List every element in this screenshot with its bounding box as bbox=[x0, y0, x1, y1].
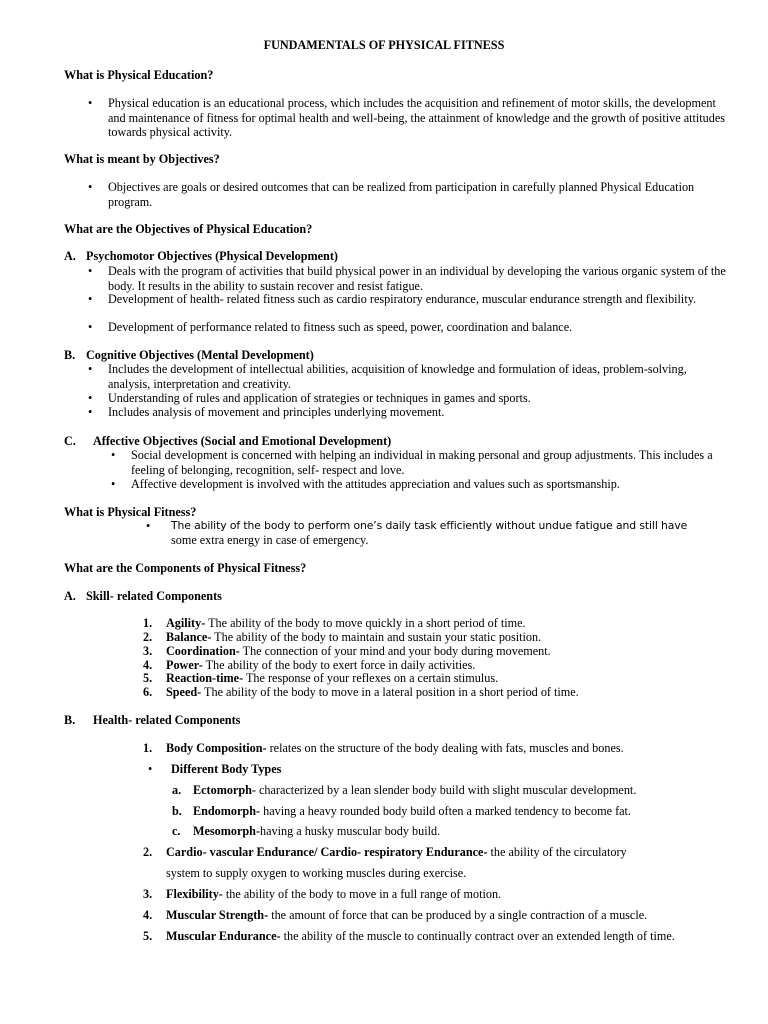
list-item: • Social development is concerned with helping an individual in making personal and group adjustments. This includes a feeling of belonging, recognition, self- respect and love. bbox=[111, 448, 713, 477]
section-cognitive: B. Cognitive Objectives (Mental Development) bbox=[64, 348, 314, 362]
list-item: • Physical education is an educational process, which includes the acquisition and refinement of motor skills, the development and maintenance of fitness for optimal health and well-being, the attainment of knowledge and the growth of positive attitudes towards physical activity. bbox=[88, 96, 725, 139]
bullet-icon: • bbox=[111, 448, 116, 462]
document-page: FUNDAMENTALS OF PHYSICAL FITNESS What is Physical Education? • Physical education is an educational process, which includes the acquisition and refinement of motor skills, the development and maintenance of fitness for optimal health and well-being, the attainment of knowledge and the growth of positive attitudes towards physical activity. What is meant by Objectives? • Objectives are goals or desired outcomes that can be realized from participation in carefully planned Physical Education program. What are the Objectives of Physical Education? A. Psychomotor Objectives (Physical Development) • Deals with the program of activities that build physical power in an individual by developing the various organic system of the body. It results in the ability to sustain recover and resist fatigue. • Development of health- related fitness such as cardio respiratory endurance, muscular endurance strength and flexibility. • Development of performance related to fitness such as speed, power, coordination and balance. B. Cognitive Objectives (Mental Development) • Includes the development of intellectual abilities, acquisition of knowledge and formulation of ideas, problem-solving, analysis, interpretation and creativity. • Understanding of rules and application of strategies or techniques in games and sports. • Includes analysis of movement and principles underlying movement. C. Affective Objectives (Social and Emotional Development) • Social development is concerned with helping an individual in making personal and group adjustments. This includes a feeling of belonging, recognition, self- respect and love. • Affective development is involved with the attitudes appreciation and values such as sportsmanship. What is Physical Fitness? • The ability of the body to perform one’s daily task efficiently without undue fatigue and still have some extra energy in case of emergency. What are the Components of Physical Fitness? A. Skill- related Components 1. Agility- The ability of the body to move quickly in a short period of time. 2. Balance- The ability of the body to maintain and sustain your static position. 3. Coordination- The connection of your mind and your body during movement. 4. Power- The ability of the body to exert force in daily activities. 5. Reaction-time- The response of your reflexes on a certain stimulus. 6. Speed- The ability of the body to move in a lateral position in a short period of time. B. Health- related Components 1. Body Composition- relates on the structure of the body dealing with fats, muscles and bones. • Different Body Types a. Ectomorph- characterized by a lean slender body build with slight muscular development. b. Endomorph- having a heavy rounded body build often a marked tendency to become fat. c. Mesomorph-having a husky muscular body build. 2. Cardio- vascular Endurance/ Cardio- respiratory Endurance- the ability of the circulatory system to supply oxygen to working muscles during exercise. 3. Flexibility- the ability of the body to move in a full range of motion. 4. Muscular Strength- the amount of force that can be produced by a single contraction of a muscle. 5. Muscular Endurance- the ability of the muscle to continually contract over an extended length of time. bbox=[0, 0, 768, 1024]
heading-objectives: What is meant by Objectives? bbox=[64, 152, 220, 166]
list-item: • Deals with the program of activities that build physical power in an individual by developing the various organic system of the body. It results in the ability to sustain recover and resist fatigue. bbox=[88, 264, 726, 293]
bullet-icon: • bbox=[88, 405, 93, 419]
list-item: • Includes analysis of movement and principles underlying movement. bbox=[88, 405, 445, 419]
bullet-icon: • bbox=[111, 477, 116, 491]
bullet-icon: • bbox=[88, 180, 93, 194]
section-psychomotor: A. Psychomotor Objectives (Physical Development) bbox=[64, 249, 338, 263]
bullet-icon: • bbox=[148, 762, 153, 776]
bullet-icon: • bbox=[88, 264, 93, 278]
list-item: • Development of performance related to fitness such as speed, power, coordination and balance. bbox=[88, 320, 573, 334]
bullet-icon: • bbox=[88, 320, 93, 334]
heading-components: What are the Components of Physical Fitness? bbox=[64, 561, 307, 575]
page-title: FUNDAMENTALS OF PHYSICAL FITNESS bbox=[263, 38, 505, 52]
body-types-heading: Different Body Types bbox=[171, 762, 282, 776]
bullet-icon: • bbox=[88, 96, 93, 110]
heading-objectives-of-pe: What are the Objectives of Physical Education? bbox=[64, 222, 313, 236]
list-item: • Objectives are goals or desired outcomes that can be realized from participation in carefully planned Physical Education program. bbox=[88, 180, 695, 209]
definition-line: some extra energy in case of emergency. bbox=[171, 533, 369, 547]
list-item: • Includes the development of intellectual abilities, acquisition of knowledge and formulation of ideas, problem-solving, analysis, interpretation and creativity. bbox=[88, 362, 687, 391]
heading-physical-fitness: What is Physical Fitness? bbox=[64, 505, 197, 519]
list-item-continuation: system to supply oxygen to working muscles during exercise. bbox=[166, 866, 467, 880]
section-health-related: B. Health- related Components bbox=[64, 713, 241, 727]
section-skill-related: A. Skill- related Components bbox=[64, 589, 222, 603]
bullet-icon: • bbox=[88, 362, 93, 376]
list-item: • Development of health- related fitness such as cardio respiratory endurance, muscular endurance strength and flexibility. bbox=[88, 292, 697, 306]
definition-line: The ability of the body to perform one’s daily task efficiently without undue fatigue and still have bbox=[171, 519, 688, 532]
list-item: • Affective development is involved with the attitudes appreciation and values such as sportsmanship. bbox=[111, 477, 620, 491]
list-item: • Understanding of rules and application of strategies or techniques in games and sports. bbox=[88, 391, 531, 405]
bullet-icon: • bbox=[88, 391, 93, 405]
section-affective: C. Affective Objectives (Social and Emotional Development) bbox=[64, 434, 392, 448]
bullet-icon: • bbox=[146, 519, 151, 533]
heading-what-is-pe: What is Physical Education? bbox=[64, 68, 214, 82]
bullet-icon: • bbox=[88, 292, 93, 306]
